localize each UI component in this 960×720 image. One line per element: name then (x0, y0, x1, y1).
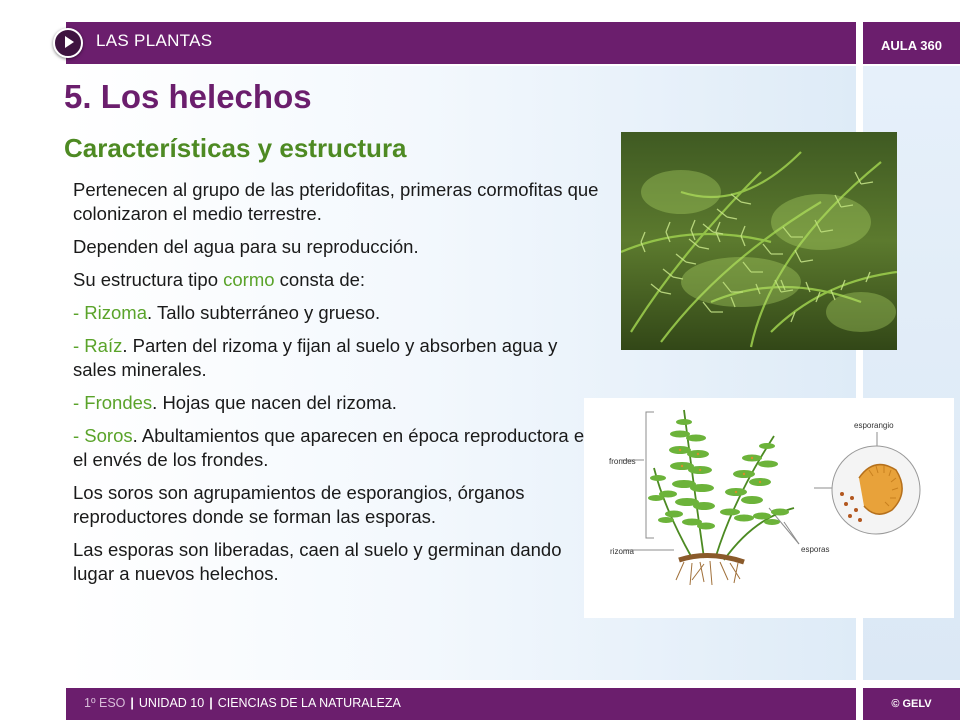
list-item-soros (73, 424, 603, 472)
fern-photo (621, 132, 897, 350)
soros-term: - Soros (73, 425, 133, 446)
footer-course: 1º ESO (84, 696, 126, 710)
estructura-text-end: consta de: (274, 269, 366, 290)
list-item-rizoma (73, 301, 603, 325)
paragraph-pteridofitas: Pertenecen al grupo de las pteridofitas, primeras cormofitas que colonizaron el medio terrestre. (73, 179, 599, 224)
raiz-term: - Raíz (73, 335, 123, 356)
estructura-text: Su estructura tipo (73, 269, 224, 290)
left-margin (0, 0, 58, 720)
frondes-term: - Frondes (73, 392, 153, 413)
list-item-frondes (73, 391, 603, 415)
paragraph-estructura (73, 268, 603, 292)
footer-breadcrumb (84, 696, 401, 710)
frondes-text: . Hojas que nacen del rizoma. (152, 392, 397, 413)
cormo-term: cormo (223, 269, 275, 290)
slide-title: 5. Los helechos (64, 78, 312, 115)
fern-structure-diagram (584, 398, 954, 618)
footer-separator: | (130, 696, 134, 710)
footer-copyright: © GELV (891, 698, 932, 710)
footer-unit: UNIDAD 10 (138, 696, 205, 710)
paragraph-agua: Dependen del agua para su reproducción. (73, 236, 419, 257)
section-label: LAS PLANTAS (96, 31, 213, 50)
soros-text: . Abultamientos que aparecen en época reproductora en el envés de los frondes. (73, 425, 595, 470)
paragraph-esporangios: Los soros son agrupamientos de esporangios, órganos reproductores donde se forman las esporas. (73, 482, 525, 527)
paragraph-esporas: Las esporas son liberadas, caen al suelo y germinan dando lugar a nuevos helechos. (73, 539, 562, 584)
slide-subtitle: Características y estructura (64, 133, 407, 163)
label-esporangio: esporangio (854, 421, 894, 430)
label-frondes: frondes (609, 457, 636, 466)
slide-content (73, 178, 603, 595)
raiz-text: . Parten del rizoma y fijan al suelo y absorben agua y sales minerales. (73, 335, 558, 380)
list-item-raiz (73, 334, 603, 382)
label-esporas: esporas (801, 545, 830, 554)
rizoma-term: - Rizoma (73, 302, 148, 323)
brand-label: AULA 360 (881, 38, 942, 53)
label-rizoma: rizoma (610, 547, 635, 556)
footer-subject: CIENCIAS DE LA NATURALEZA (217, 696, 401, 710)
footer-separator: | (209, 696, 213, 710)
rizoma-text: . Tallo subterráneo y grueso. (147, 302, 381, 323)
play-icon[interactable] (53, 28, 83, 58)
